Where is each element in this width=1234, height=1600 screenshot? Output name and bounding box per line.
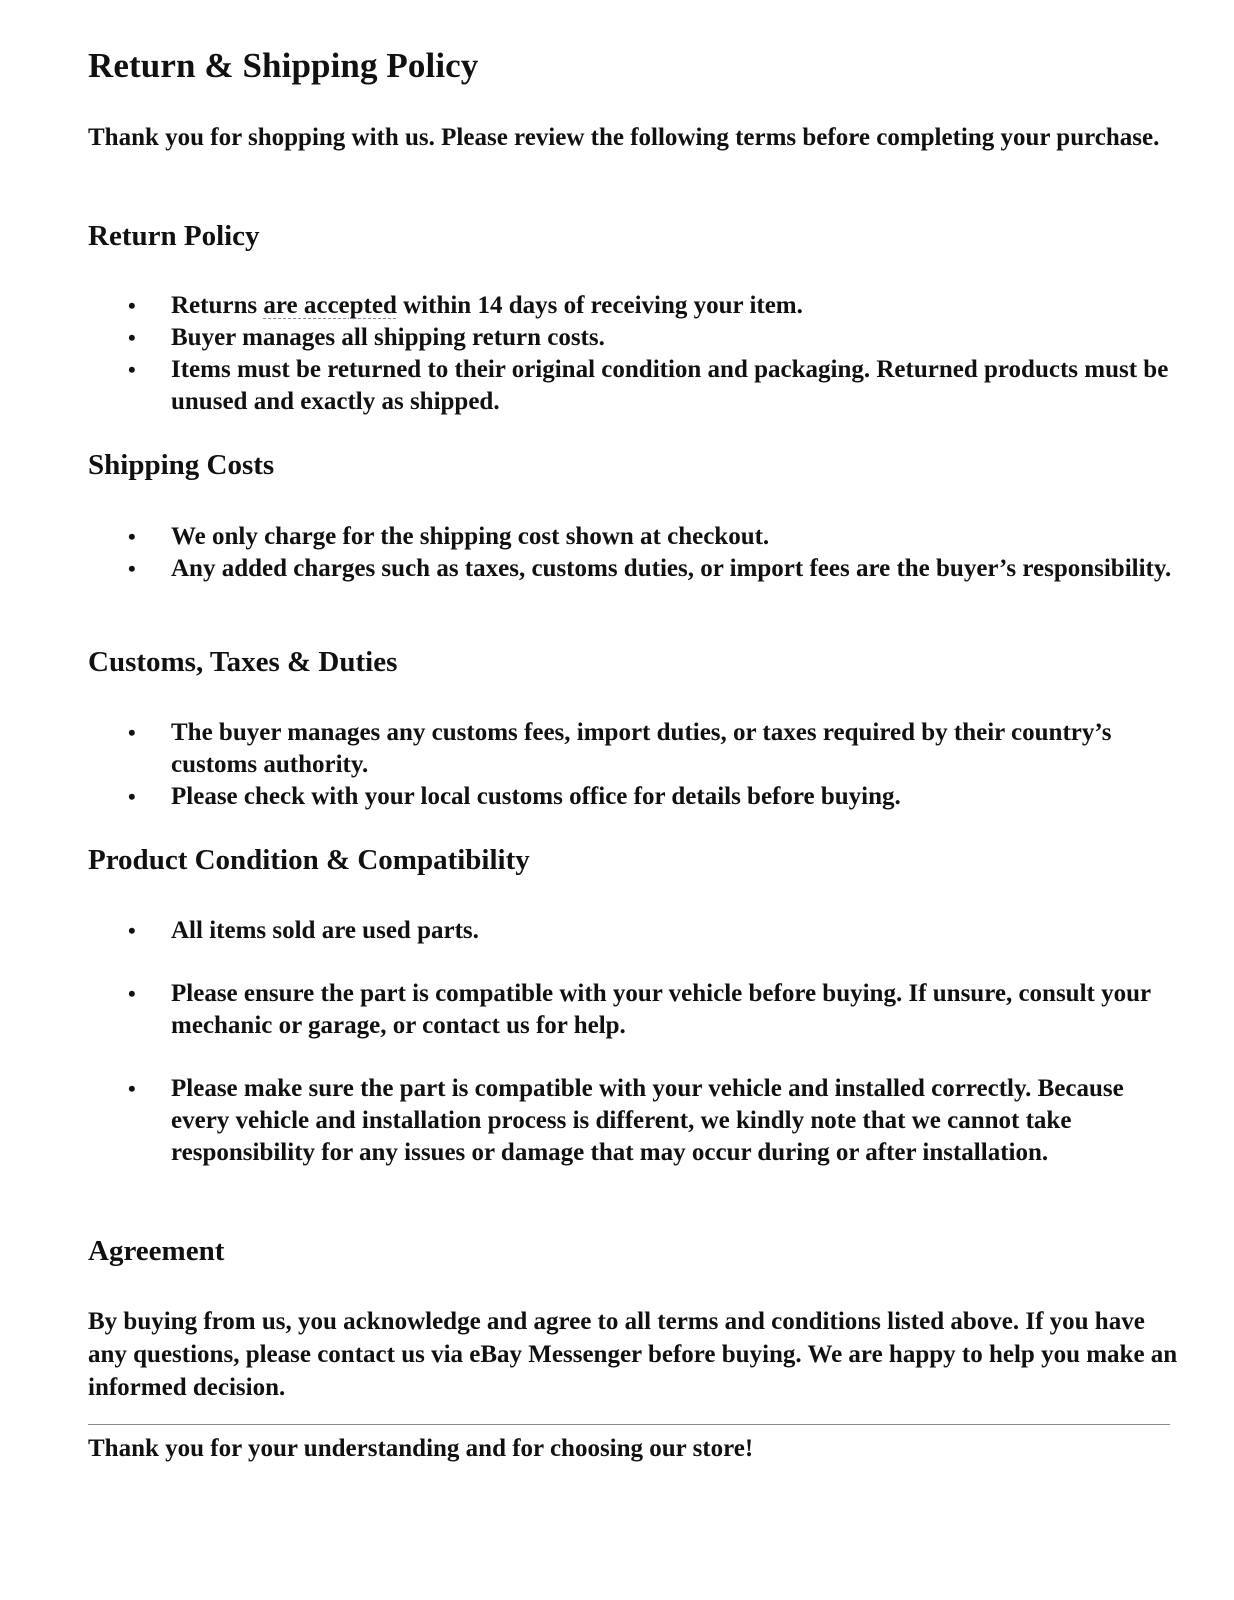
bullet-icon: • [128,784,136,809]
list-item [88,915,1180,947]
bullet-icon: • [128,325,136,350]
list-item [88,978,1180,1042]
list-item [88,553,1180,585]
list-item-text-end: within 14 days of receiving your item. [396,292,803,319]
bullet-icon: • [128,293,136,318]
list-item [88,322,1180,354]
list-item-text: We only charge for the shipping cost shown at checkout. [171,523,770,550]
condition-heading: Product Condition & Compatibility [88,844,530,876]
list-item-text: The buyer manages any customs fees, import duties, or taxes required by their country’s customs authority. [171,719,1112,778]
list-item [88,521,1180,553]
shipping-costs-heading: Shipping Costs [88,449,275,481]
horizontal-divider [88,1424,1170,1425]
list-item-text: Please check with your local customs office for details before buying. [171,783,901,810]
list-item-text: Buyer manages all shipping return costs. [171,324,605,351]
list-item-text: Please make sure the part is compatible with your vehicle and installed correctly. Because every vehicle and installation process is different, we kindly note that we cannot take responsibility for any issues or damage that may occur during or after installation. [171,1075,1124,1166]
list-item [88,290,1180,322]
shipping-costs-list [88,521,1180,585]
spellcheck-marked-text: are accepted [263,292,397,319]
bullet-icon: • [128,357,136,382]
list-item-text: Items must be returned to their original condition and packaging. Returned products must be unused and exactly as shipped. [171,356,1169,415]
list-item [88,717,1180,781]
list-item-text: Any added charges such as taxes, customs duties, or import fees are the buyer’s responsibility. [171,555,1172,582]
return-policy-heading: Return Policy [88,220,260,252]
return-policy-list [88,290,1180,418]
list-item [88,354,1180,418]
bullet-icon: • [128,1076,136,1101]
list-item [88,781,1180,813]
bullet-icon: • [128,981,136,1006]
list-item [88,1073,1180,1169]
customs-heading: Customs, Taxes & Duties [88,646,398,678]
bullet-icon: • [128,918,136,943]
list-item-text-start: Returns [171,292,264,319]
list-item-text: All items sold are used parts. [171,917,479,944]
closing-line: Thank you for your understanding and for choosing our store! [88,1435,754,1462]
intro-paragraph: Thank you for shopping with us. Please review the following terms before completing your purchase. [88,124,1160,151]
bullet-icon: • [128,524,136,549]
agreement-heading: Agreement [88,1235,225,1267]
document-title: Return & Shipping Policy [88,46,479,85]
condition-list [88,915,1180,1169]
list-item-text: Please ensure the part is compatible with your vehicle before buying. If unsure, consult your mechanic or garage, or contact us for help. [171,980,1151,1039]
bullet-icon: • [128,556,136,581]
customs-list [88,717,1180,813]
agreement-paragraph: By buying from us, you acknowledge and agree to all terms and conditions listed above. If you have any questions, please contact us via eBay Messenger before buying. We are happy to help you make an informed decision. [88,1308,1178,1401]
bullet-icon: • [128,720,136,745]
